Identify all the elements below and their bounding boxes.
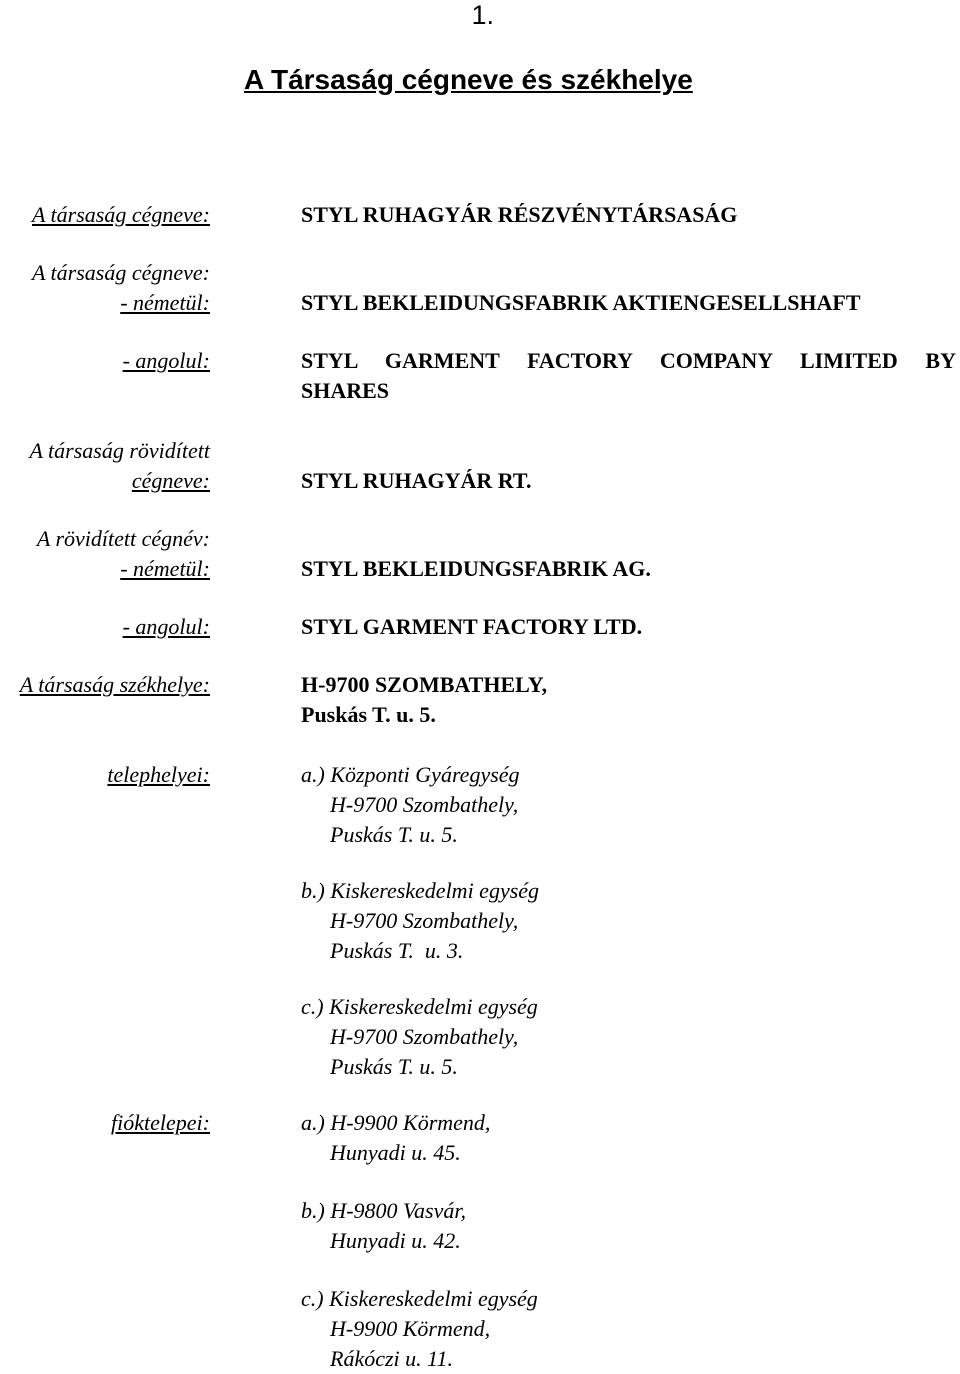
label-short-name-2: cégneve: [131,468,210,493]
site-b-line3: Puskás T. u. 3. [330,938,464,963]
label-name-german: - németül: [120,290,210,315]
label-company-name [32,200,210,230]
label-name-english: - angolul: [122,348,210,373]
label-name-english-block [123,346,210,376]
value-short-german: STYL BEKLEIDUNGSFABRIK AG. [301,556,651,581]
value-seat-2: Puskás T. u. 5. [301,702,436,727]
value-company-name: STYL RUHAGYÁR RÉSZVÉNYTÁRSASÁG [301,202,738,227]
branch-b [301,1196,466,1256]
branch-a-line2: Hunyadi u. 45. [330,1140,461,1165]
site-c-line3: Puskás T. u. 5. [330,1054,458,1079]
value-seat-1: H-9700 SZOMBATHELY, [301,672,548,697]
site-c-line1: c.) Kiskereskedelmi egység [301,994,538,1019]
label-short-german: - németül: [120,556,210,581]
branch-c-line3: Rákóczi u. 11. [330,1346,454,1371]
branch-c [301,1284,538,1374]
label-company-name-foreign-text: A társaság cégneve: [32,260,210,285]
branch-b-line1: b.) H-9800 Vasvár, [301,1198,466,1223]
site-a [301,760,520,850]
value-name-german: STYL BEKLEIDUNGSFABRIK AKTIENGESELLSHAFT [301,290,861,315]
label-short-foreign: A rövidített cégnév: [36,526,210,551]
section-number: 1. [471,0,494,30]
value-name-english-2: SHARES [301,378,390,403]
value-short-english: STYL GARMENT FACTORY LTD. [301,614,643,639]
label-seat: A társaság székhelye: [19,672,210,697]
branch-a [301,1108,490,1168]
site-c-line2: H-9700 Szombathely, [330,1024,519,1049]
branch-c-line1: c.) Kiskereskedelmi egység [301,1286,538,1311]
branch-a-line1: a.) H-9900 Körmend, [301,1110,491,1135]
site-a-line2: H-9700 Szombathely, [330,792,519,817]
site-a-line3: Puskás T. u. 5. [330,822,458,847]
label-short-foreign-block [37,524,210,584]
label-short-name-block [30,436,211,496]
site-a-line1: a.) Központi Gyáregység [301,762,520,787]
branch-b-line2: Hunyadi u. 42. [330,1228,461,1253]
branch-c-line2: H-9900 Körmend, [330,1316,491,1341]
site-b-line2: H-9700 Szombathely, [330,908,519,933]
value-name-english-1: STYL GARMENT FACTORY COMPANY LIMITED BY [301,348,956,373]
site-b-line1: b.) Kiskereskedelmi egység [301,878,540,903]
label-seat-block [20,670,210,700]
label-company-name-foreign [32,258,210,318]
site-b [301,876,539,966]
page-title: A Társaság cégneve és székhelye [244,64,693,95]
label-short-english: - angolul: [122,614,210,639]
label-company-name-text: A társaság cégneve: [32,202,210,227]
label-branches: fióktelepei: [111,1110,210,1135]
site-c [301,992,538,1082]
label-short-english-block [123,612,210,642]
label-branches-block [111,1108,210,1138]
label-sites: telephelyei: [107,762,210,787]
value-short-name: STYL RUHAGYÁR RT. [301,468,532,493]
label-sites-block [107,760,210,790]
label-short-name-1: A társaság rövidített [29,438,210,463]
